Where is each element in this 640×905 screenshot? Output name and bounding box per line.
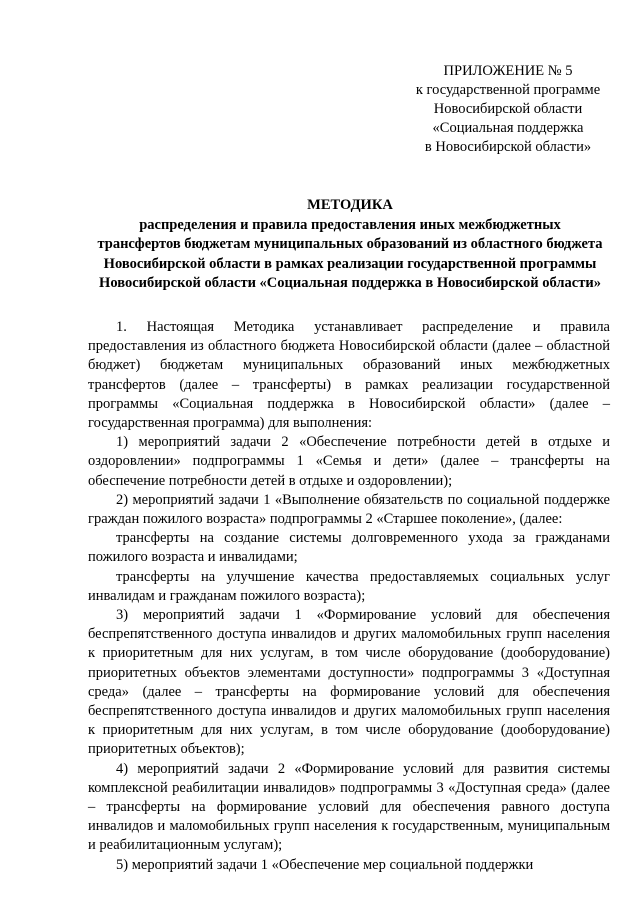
title-heading: МЕТОДИКА (307, 197, 393, 213)
appendix-header (398, 62, 618, 157)
appendix-line: Новосибирской области (433, 101, 583, 117)
document-title (60, 196, 640, 294)
document-body (88, 318, 610, 875)
body-paragraph: 4) мероприятий задачи 2 «Формирование условий для развития системы комплексной реабилитации инвалидов» подпрограммы 3 «Доступная среда» (далее – трансферты на формирование условий для обеспечения равного доступа инвалидов и маломобильных групп населения к государственным, муниципальным и реабилитационным услугам); (88, 760, 610, 854)
appendix-line: «Социальная поддержка (432, 120, 584, 136)
body-paragraph: 3) мероприятий задачи 1 «Формирование условий для обеспечения беспрепятственного доступа инвалидов и других маломобильных групп населения к приоритетным для них услугам, в том числе оборудование (дооборудование) приоритетных объектов элементами доступности» подпрограммы 3 «Доступная среда» (далее – трансферты на формирование условий для обеспечения беспрепятственного доступа инвалидов и других маломобильных групп населения к приоритетным для них услугам, в том числе оборудование (дооборудование) приоритетных объектов); (88, 607, 610, 758)
body-paragraph: трансферты на улучшение качества предоставляемых социальных услуг инвалидам и гражданам пожилого возраста); (88, 568, 610, 604)
appendix-line: к государственной программе (415, 82, 601, 98)
title-line: Новосибирской области в рамках реализации государственной программы (103, 255, 597, 272)
body-paragraph: трансферты на создание системы долговременного ухода за гражданами пожилого возраста и инвалидами; (88, 530, 610, 566)
body-paragraph: 1. Настоящая Методика устанавливает распределение и правила предоставления из областного бюджета Новосибирской области (далее – областной бюджет) бюджетам муниципальных образований иных межбюджетных трансфертов (далее – трансферты) в рамках реализации государственной программы «Социальная поддержка в Новосибирской области» (далее – государственная программа) для выполнения: (88, 319, 610, 432)
body-paragraph: 1) мероприятий задачи 2 «Обеспечение потребности детей в отдыхе и оздоровлении» подпрограммы 1 «Семья и дети» (далее – трансферты на обеспечение потребности детей в отдыхе и оздоровлении); (88, 434, 610, 489)
body-paragraph: 2) мероприятий задачи 1 «Выполнение обязательств по социальной поддержке граждан пожилого возраста» подпрограммы 2 «Старшее поколение», (далее: (88, 491, 610, 528)
title-line: Новосибирской области «Социальная поддержка в Новосибирской области» (99, 275, 601, 291)
appendix-line: в Новосибирской области» (424, 139, 592, 155)
title-line: трансфертов бюджетам муниципальных образований из областного бюджета (97, 236, 603, 252)
body-paragraph: 5) мероприятий задачи 1 «Обеспечение мер социальной поддержки (116, 856, 534, 873)
title-line: распределения и правила предоставления иных межбюджетных (139, 216, 561, 233)
appendix-line: ПРИЛОЖЕНИЕ № 5 (443, 63, 573, 79)
